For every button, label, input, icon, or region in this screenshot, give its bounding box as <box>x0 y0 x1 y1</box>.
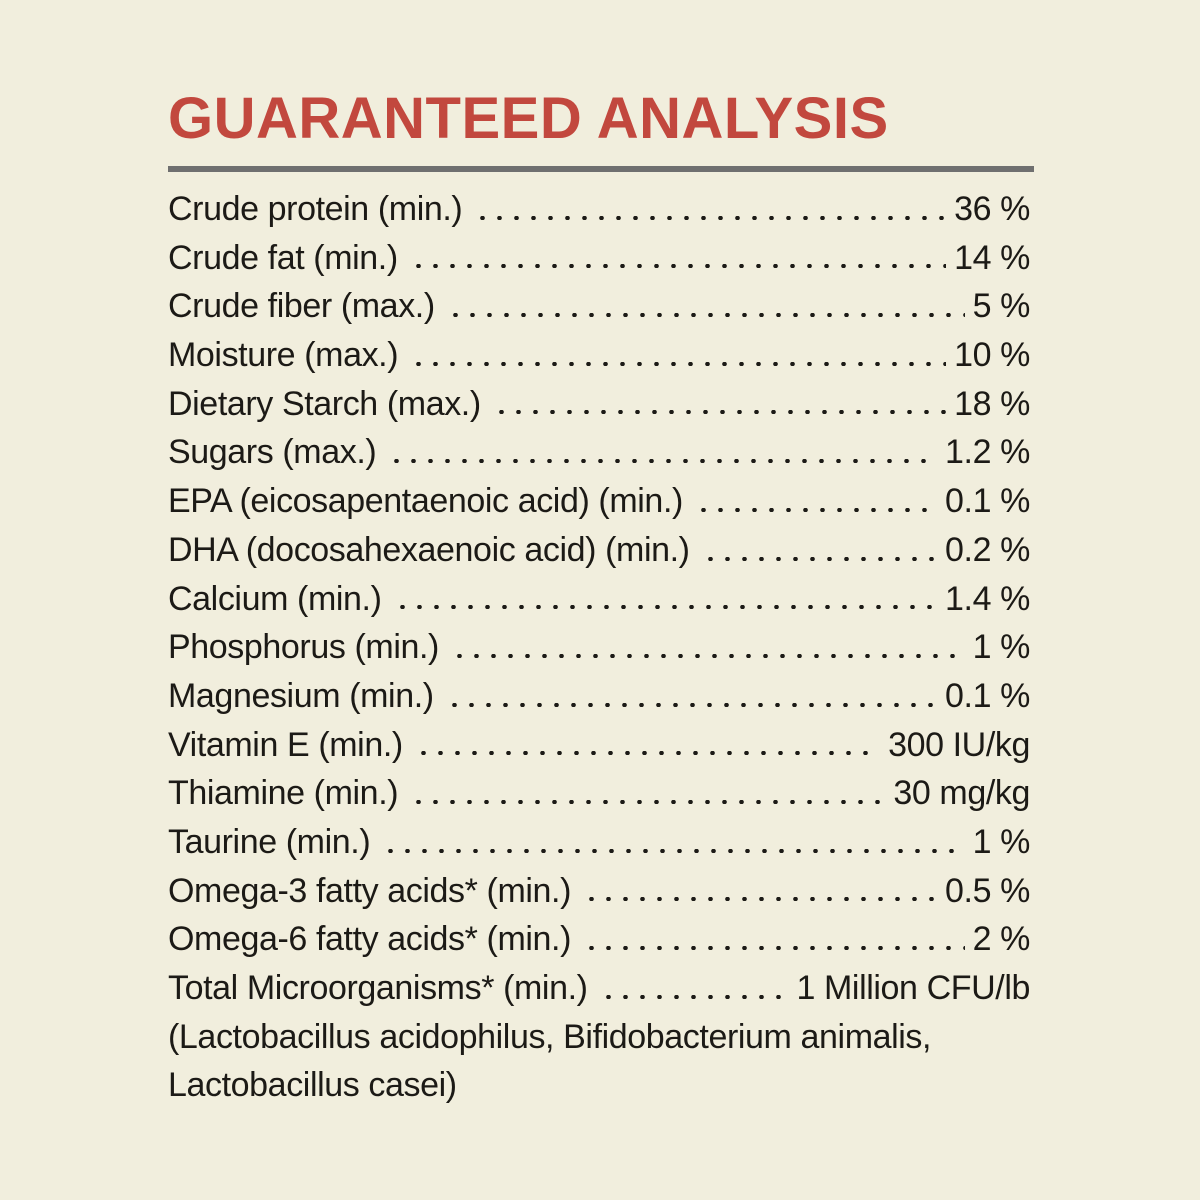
nutrient-value: 18 % <box>954 384 1030 423</box>
nutrient-value: 30 mg/kg <box>893 774 1030 813</box>
microorganisms-species-line: (Lactobacillus acidophilus, Bifidobacterium animalis, <box>168 1017 932 1056</box>
nutrient-label: DHA (docosahexaenoic acid) (min.) <box>168 530 690 569</box>
dot-leader <box>598 964 789 1013</box>
nutrient-value: 14 % <box>954 238 1030 277</box>
dot-leader <box>693 477 937 526</box>
title-divider <box>168 166 1034 172</box>
nutrient-label: Magnesium (min.) <box>168 676 434 715</box>
nutrient-value: 36 % <box>954 190 1030 228</box>
analysis-row <box>168 234 1030 283</box>
dot-leader <box>472 185 946 234</box>
dot-leader <box>581 867 937 916</box>
dot-leader <box>386 428 937 477</box>
nutrient-value: 1 % <box>972 628 1030 667</box>
analysis-row <box>168 282 1030 331</box>
nutrient-label: Dietary Starch (max.) <box>168 384 481 423</box>
nutrient-value: 0.1 % <box>945 482 1030 521</box>
analysis-row <box>168 477 1030 526</box>
analysis-row <box>168 331 1030 380</box>
analysis-row <box>168 623 1030 672</box>
nutrient-label: Moisture (max.) <box>168 336 399 375</box>
dot-leader <box>408 331 946 380</box>
nutrient-value: 5 % <box>972 287 1030 326</box>
analysis-row <box>168 526 1030 575</box>
nutrient-value: 0.5 % <box>945 871 1030 910</box>
analysis-table <box>168 185 1032 1110</box>
page-title: GUARANTEED ANALYSIS <box>168 86 889 151</box>
dot-leader <box>581 915 965 964</box>
dot-leader <box>413 721 880 770</box>
analysis-row <box>168 818 1030 867</box>
dot-leader <box>445 282 965 331</box>
nutrient-value: 2 % <box>972 920 1030 959</box>
analysis-row <box>168 185 1030 234</box>
nutrient-value: 1.2 % <box>945 433 1030 472</box>
nutrient-label: Thiamine (min.) <box>168 774 399 813</box>
nutrient-value: 0.1 % <box>945 676 1030 715</box>
analysis-row <box>168 428 1030 477</box>
dot-leader <box>408 769 885 818</box>
nutrient-label: Crude fiber (max.) <box>168 287 435 326</box>
nutrient-value: 1 Million CFU/lb <box>796 969 1030 1007</box>
nutrient-label: Calcium (min.) <box>168 579 382 618</box>
nutrient-value: 1 % <box>972 822 1030 861</box>
analysis-row <box>168 575 1030 624</box>
nutrient-label: Taurine (min.) <box>168 822 371 861</box>
analysis-row <box>168 380 1030 429</box>
nutrient-label: Phosphorus (min.) <box>168 628 439 667</box>
nutrient-label: Omega-3 fatty acids* (min.) <box>168 871 571 910</box>
nutrient-label: Omega-6 fatty acids* (min.) <box>168 920 571 959</box>
nutrient-label: Crude fat (min.) <box>168 238 398 277</box>
dot-leader <box>449 623 965 672</box>
nutrient-label: Total Microorganisms* (min.) <box>168 969 588 1007</box>
analysis-row <box>168 964 1030 1013</box>
dot-leader <box>491 380 946 429</box>
nutrient-value: 10 % <box>954 336 1030 375</box>
analysis-row <box>168 721 1030 770</box>
microorganisms-species-line: Lactobacillus casei) <box>168 1066 457 1105</box>
dot-leader <box>408 234 946 283</box>
nutrient-value: 0.2 % <box>945 530 1030 569</box>
nutrient-value: 300 IU/kg <box>888 725 1030 764</box>
analysis-row <box>168 672 1030 721</box>
analysis-row <box>168 867 1030 916</box>
analysis-row <box>168 769 1030 818</box>
nutrient-label: EPA (eicosapentaenoic acid) (min.) <box>168 482 683 521</box>
nutrient-value: 1.4 % <box>945 579 1030 618</box>
nutrient-label: Crude protein (min.) <box>168 190 463 228</box>
dot-leader <box>444 672 937 721</box>
nutrient-label: Sugars (max.) <box>168 433 377 472</box>
dot-leader <box>700 526 937 575</box>
dot-leader <box>392 575 938 624</box>
nutrient-label: Vitamin E (min.) <box>168 725 403 764</box>
dot-leader <box>380 818 964 867</box>
analysis-row <box>168 915 1030 964</box>
